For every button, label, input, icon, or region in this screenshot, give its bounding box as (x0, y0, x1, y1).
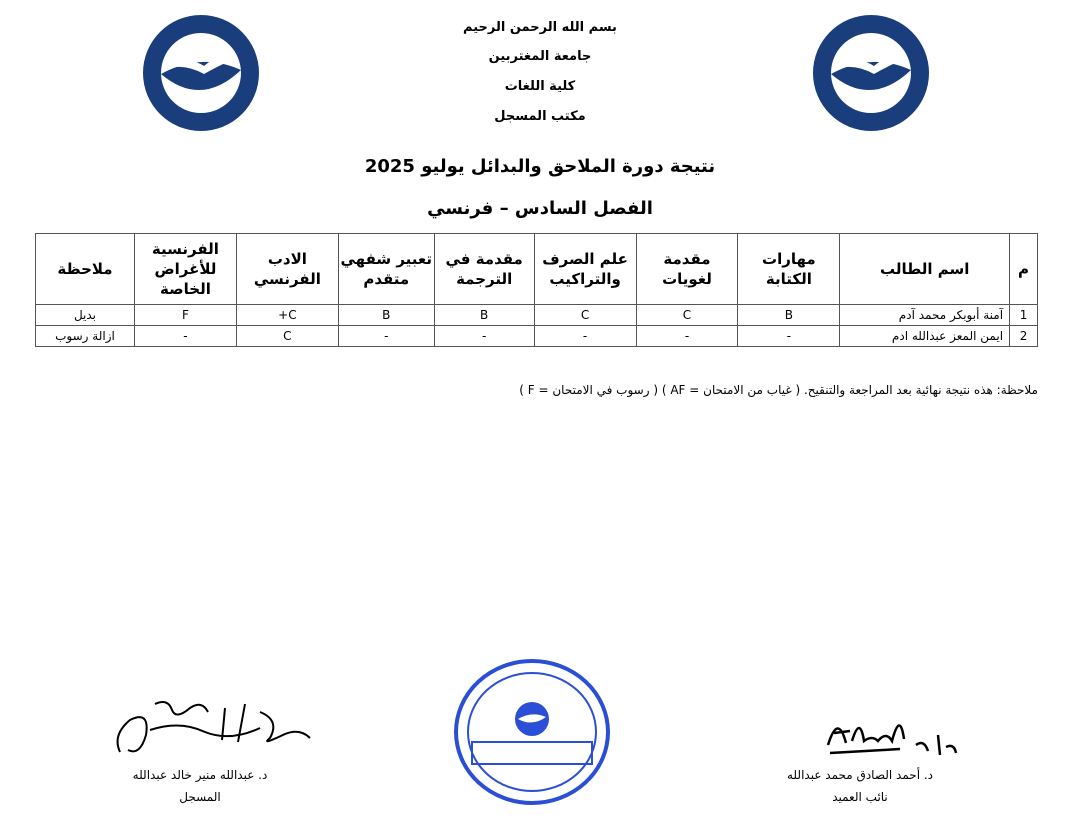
cell-note: بديل (36, 305, 135, 326)
vice-dean-name: د. أحمد الصادق محمد عبدالله (787, 768, 933, 782)
cell-grade: C (636, 305, 738, 326)
cell-grade: B (338, 305, 434, 326)
col-header-intro-linguistics: مقدمة لغويات (636, 234, 738, 305)
cell-index: 1 (1010, 305, 1038, 326)
col-header-note: ملاحظة (36, 234, 135, 305)
cell-student-name: آمنة أبوبكر محمد آدم (840, 305, 1010, 326)
results-note: ملاحظة: هذه نتيجة نهائية بعد المراجعة والتنقيح. ( غياب من الامتحان = AF ) ( رسوب في الامتحان = F ) (519, 383, 1038, 397)
registrar-signature (110, 690, 320, 760)
page-title: نتيجة دورة الملاحق والبدائل يوليو 2025 (364, 156, 716, 177)
cell-grade: C (236, 326, 338, 347)
col-header-writing-skills: مهارات الكتابة (738, 234, 840, 305)
results-table (35, 233, 1038, 347)
table-row (36, 305, 1038, 326)
cell-grade: - (738, 326, 840, 347)
cell-grade: - (434, 326, 534, 347)
page-subtitle: الفصل السادس – فرنسي (427, 198, 653, 219)
registrar-name: د. عبدالله منير خالد عبدالله (132, 768, 268, 782)
cell-note: ازالة رسوب (36, 326, 135, 347)
table-header-row (36, 234, 1038, 305)
col-header-morphology: علم الصرف والتراكيب (534, 234, 636, 305)
col-header-french-specific: الفرنسية للأغراض الخاصة (134, 234, 236, 305)
header-office: مكتب المسجل (494, 109, 586, 124)
university-logo-left (140, 12, 262, 134)
cell-grade: B (738, 305, 840, 326)
cell-grade: - (636, 326, 738, 347)
vice-dean-role: نائب العميد (832, 790, 888, 804)
col-header-oral-expression: تعبير شفهي متقدم (338, 234, 434, 305)
cell-grade: F (134, 305, 236, 326)
cell-student-name: ايمن المعز عبدالله ادم (840, 326, 1010, 347)
cell-grade: B (434, 305, 534, 326)
cell-index: 2 (1010, 326, 1038, 347)
cell-grade: - (338, 326, 434, 347)
college-stamp (452, 657, 612, 807)
cell-grade: C (534, 305, 636, 326)
col-header-index: م (1010, 234, 1038, 305)
cell-grade: C+ (236, 305, 338, 326)
vice-dean-signature (820, 705, 960, 765)
col-header-intro-translation: مقدمة في الترجمة (434, 234, 534, 305)
university-logo-right (810, 12, 932, 134)
col-header-student-name: اسم الطالب (840, 234, 1010, 305)
header-university: جامعة المغتربين (488, 49, 592, 64)
cell-grade: - (534, 326, 636, 347)
col-header-french-literature: الادب الفرنسي (236, 234, 338, 305)
cell-grade: - (134, 326, 236, 347)
table-row (36, 326, 1038, 347)
header-college: كلية اللغات (504, 79, 576, 94)
registrar-role: المسجل (179, 790, 221, 804)
header-basmala: بسم الله الرحمن الرحيم (463, 20, 617, 35)
